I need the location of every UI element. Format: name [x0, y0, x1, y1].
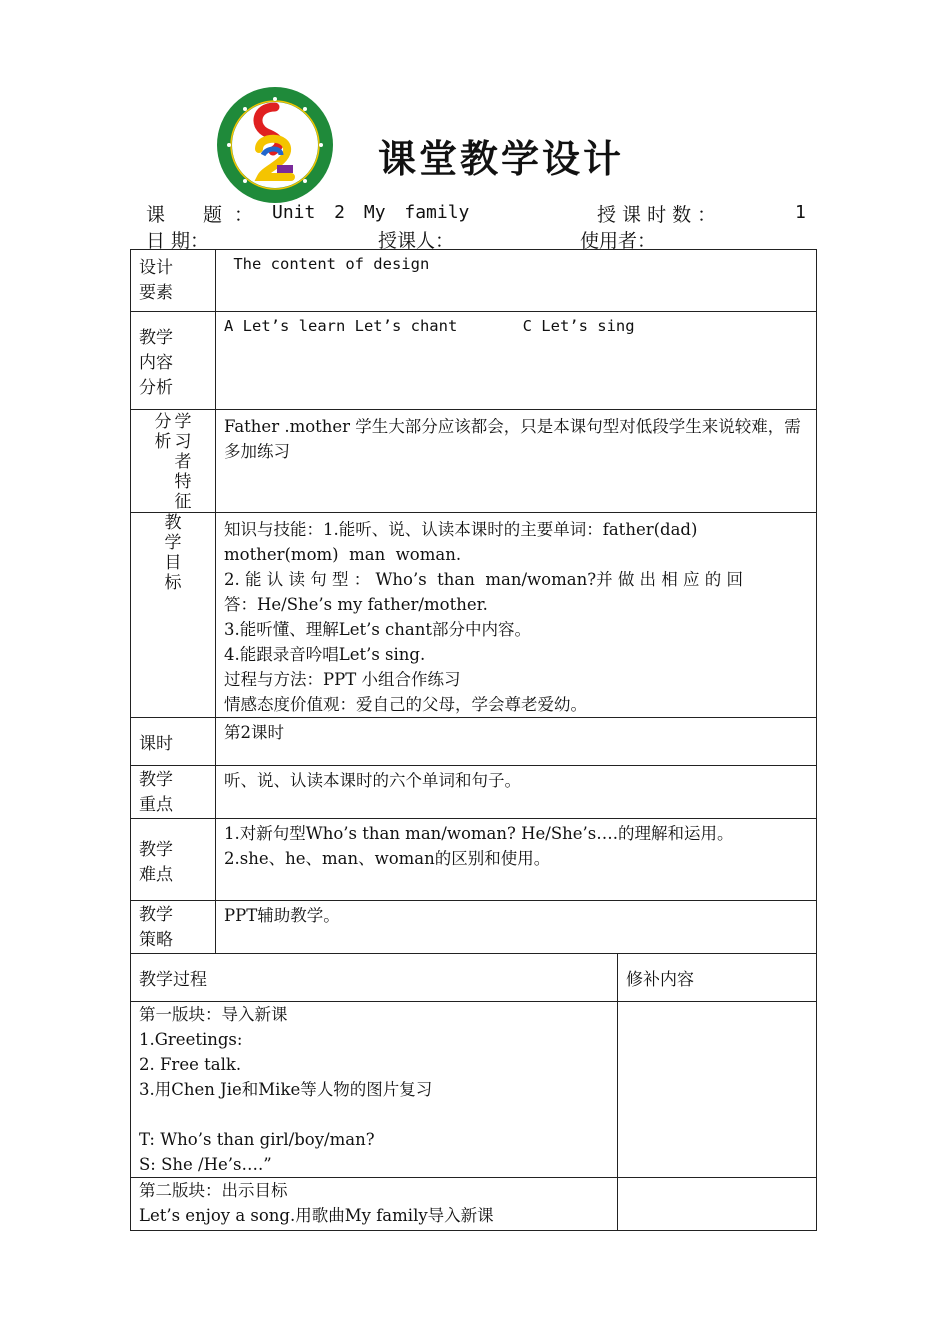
row-label-design: 设计 要素 — [131, 250, 216, 312]
table-row — [131, 766, 817, 819]
teacher-label: 授课人： — [378, 230, 455, 252]
objective-line: 4.能跟录音吟唱Let’s sing. — [224, 645, 426, 664]
row-label-key-points: 教学 重点 — [131, 766, 216, 819]
row-content-strategy: PPT辅助教学。 — [216, 901, 817, 954]
hours-label: 授 课 时 数 ： — [597, 204, 717, 226]
process-line: 2. Free talk. — [139, 1055, 242, 1074]
process-block-2 — [131, 1178, 618, 1231]
revise-header: 修补内容 — [618, 954, 817, 1002]
table-row — [131, 718, 817, 766]
learner-label-col1: 分 析 — [154, 412, 172, 452]
row-label-learner — [131, 410, 216, 513]
page-title: 课堂教学设计 — [378, 137, 625, 181]
date-label: 日 期： — [146, 230, 210, 252]
row-label-difficulties: 教学 难点 — [131, 819, 216, 901]
course-colon: ： — [234, 204, 254, 226]
process-line: 3.用Chen Jie和Mike等人物的图片复习 — [139, 1080, 433, 1099]
objective-line: 知识与技能：1.能听、说、认读本课时的主要单词：father(dad) — [224, 520, 698, 539]
row-content-period: 第2课时 — [216, 718, 817, 766]
objective-line: 3.能听懂、理解Let’s chant部分中内容。 — [224, 620, 532, 639]
process-line: T: Who’s than girl/boy/man? — [139, 1130, 375, 1149]
process-line: S: She /He’s….” — [139, 1155, 272, 1174]
process-line — [139, 1102, 609, 1127]
objectives-label: 教 学 目 标 — [164, 513, 182, 593]
row-content-learner: Father .mother 学生大部分应该都会，只是本课句型对低段学生来说较难，需多加练习 — [216, 410, 817, 513]
table-row — [131, 410, 817, 513]
table-row — [131, 901, 817, 954]
row-content-key-points: 听、说、认读本课时的六个单词和句子。 — [216, 766, 817, 819]
table-row — [131, 819, 817, 901]
row-content-difficulties — [216, 819, 817, 901]
objective-line: 过程与方法：PPT 小组合作练习 — [224, 670, 461, 689]
course-label-ke: 课 — [146, 204, 166, 226]
objective-line: mother(mom) man woman. — [224, 545, 462, 564]
unit-title: Unit 2 My family — [272, 202, 470, 223]
row-label-strategy: 教学 策略 — [131, 901, 216, 954]
objective-line: 答：He/She’s my father/mother. — [224, 595, 488, 614]
difficulty-line: 2.she、he、man、woman的区别和使用。 — [224, 849, 551, 868]
objective-line: 情感态度价值观：爱自己的父母，学会尊老爱幼。 — [224, 695, 587, 714]
process-line: Let’s enjoy a song.用歌曲My family导入新课 — [139, 1206, 494, 1225]
table-row — [131, 250, 817, 312]
row-label-period: 课时 — [131, 718, 216, 766]
difficulty-line: 1.对新句型Who’s than man/woman? He/She’s….的理解和运用。 — [224, 824, 734, 843]
table-row — [131, 1178, 817, 1231]
school-seal-logo — [215, 85, 335, 205]
row-content-design: The content of design — [216, 250, 817, 312]
table-row — [131, 954, 817, 1002]
lesson-plan-table — [130, 249, 817, 1231]
row-label-objectives — [131, 513, 216, 718]
process-block-1 — [131, 1002, 618, 1178]
objective-line: 2. 能 认 读 句 型 ： Who’s than man/woman?并 做 出 相 应 的 回 — [224, 570, 744, 589]
row-content-analysis: A Let’s learn Let’s chant C Let’s sing — [216, 312, 817, 410]
course-label-ti: 题 — [203, 204, 223, 226]
revise-cell-1 — [618, 1002, 817, 1178]
user-label: 使用者： — [580, 230, 657, 252]
table-row — [131, 513, 817, 718]
table-row — [131, 312, 817, 410]
process-header: 教学过程 — [131, 954, 618, 1002]
table-row — [131, 1002, 817, 1178]
revise-cell-2 — [618, 1178, 817, 1231]
row-label-content-analysis: 教学 内容 分析 — [131, 312, 216, 410]
hours-value: 1 — [795, 202, 806, 223]
process-line: 第一版块：导入新课 — [139, 1005, 288, 1024]
process-line: 1.Greetings: — [139, 1030, 243, 1049]
process-line: 第二版块：出示目标 — [139, 1181, 288, 1200]
learner-label-col2: 学 习 者 特 征 — [174, 412, 192, 512]
row-content-objectives — [216, 513, 817, 718]
